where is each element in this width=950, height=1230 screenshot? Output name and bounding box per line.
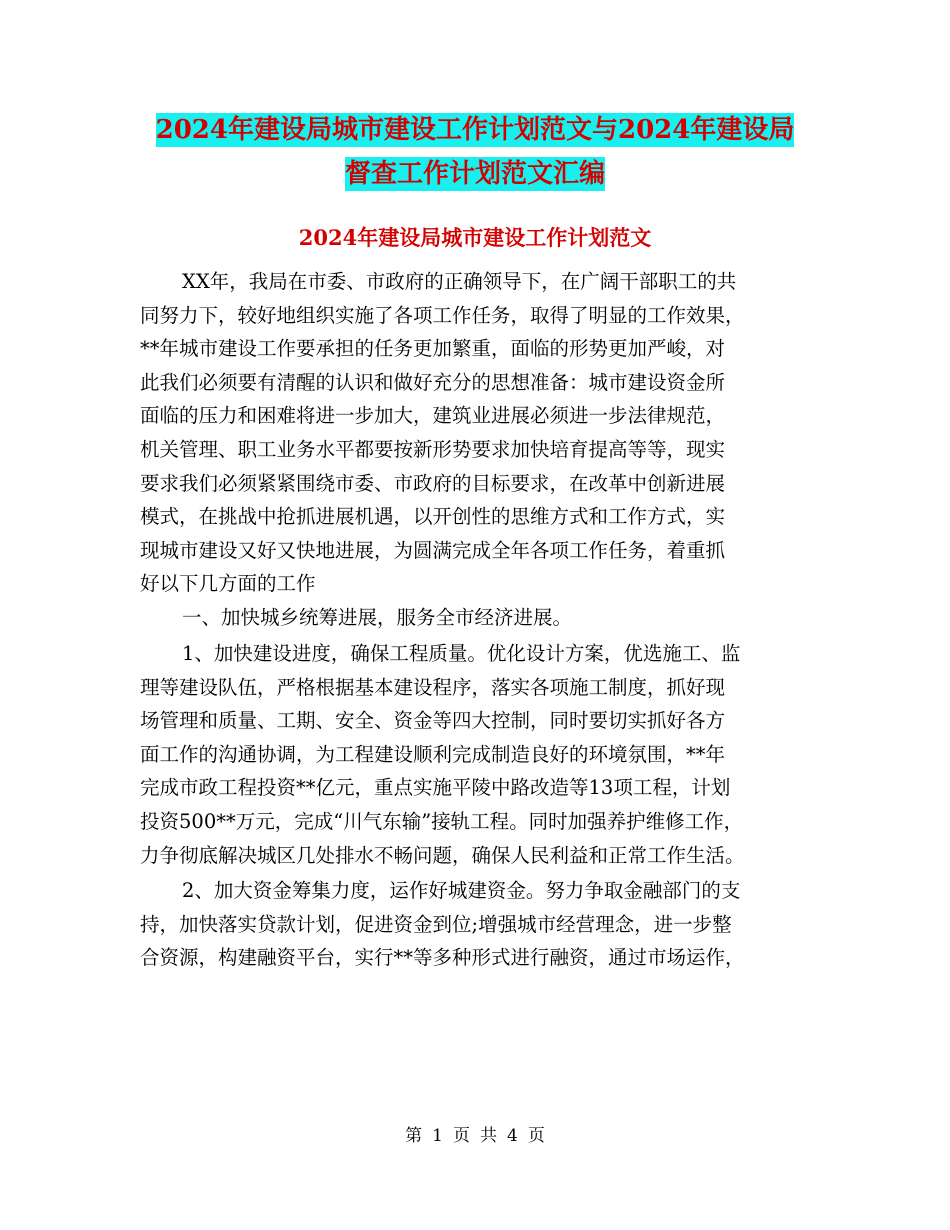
text-line: 理等建设队伍，严格根据基本建设程序，落实各项施工制度，抓好现	[140, 675, 726, 699]
title-text-1: 2024年建设局城市建设工作计划范文与2024年建设局	[155, 115, 795, 145]
text-line: 合资源，构建融资平台，实行**等多种形式进行融资，通过市场运作，	[140, 946, 745, 970]
footer-di: 第	[405, 1126, 423, 1146]
text-line: 此我们必须要有清醒的认识和做好充分的思想准备：城市建设资金所	[140, 370, 726, 394]
text-line: 好以下几方面的工作	[140, 572, 316, 596]
text-line: 投资500**万元，完成“川气东输”接轨工程。同时加强养护维修工作，	[140, 810, 744, 833]
footer-ye: 页	[453, 1126, 470, 1146]
title-text-2: 督查工作计划范文汇编	[344, 159, 605, 189]
text-line: XX年，我局在市委、市政府的正确领导下，在广阔干部职工的共	[182, 270, 737, 293]
page-total: 4	[507, 1126, 518, 1146]
text-line: 机关管理、职工业务水平都要按新形势要求加快培育提高等等，现实	[140, 438, 726, 461]
footer-gong: 共	[480, 1126, 497, 1146]
text-line: 1、加快建设进度，确保工程质量。优化设计方案，优选施工、监	[182, 642, 741, 665]
text-line: 场管理和质量、工期、安全、资金等四大控制，同时要切实抓好各方	[140, 709, 726, 733]
text-line: 面工作的沟通协调，为工程建设顺利完成制造良好的环境氛围，**年	[140, 742, 726, 766]
document-title-line-2	[0, 148, 950, 200]
text-line: 同努力下，较好地组织实施了各项工作任务，取得了明显的工作效果，	[140, 303, 745, 327]
text-line: 面临的压力和困难将进一步加大，建筑业进展必须进一步法律规范，	[140, 404, 726, 428]
text-line: 持，加快落实贷款计划，促进资金到位;增强城市经营理念，进一步整	[140, 912, 732, 936]
text-line: 要求我们必须紧紧围绕市委、市政府的目标要求，在改革中创新进展	[140, 471, 726, 495]
footer-ye2: 页	[527, 1126, 545, 1146]
text-line: 完成市政工程投资**亿元，重点实施平陵中路改造等13项工程，计划	[140, 776, 731, 800]
text-line: 模式，在挑战中抢抓进展机遇，以开创性的思维方式和工作方式，实	[140, 505, 726, 529]
page-current: 1	[432, 1126, 443, 1146]
text-line: 2、加大资金筹集力度，运作好城建资金。努力争取金融部门的支	[182, 879, 741, 902]
text-line: **年城市建设工作要承担的任务更加繁重，面临的形势更加严峻，对	[140, 337, 726, 361]
page-footer	[0, 1124, 950, 1148]
text-line: 一、加快城乡统筹进展，服务全市经济进展。	[182, 606, 573, 629]
section-heading: 2024年建设局城市建设工作计划范文	[298, 225, 652, 250]
text-line: 现城市建设又好又快地进展，为圆满完成全年各项工作任务，着重抓	[140, 538, 726, 562]
text-line: 力争彻底解决城区几处排水不畅问题，确保人民利益和正常工作生活。	[140, 843, 745, 867]
